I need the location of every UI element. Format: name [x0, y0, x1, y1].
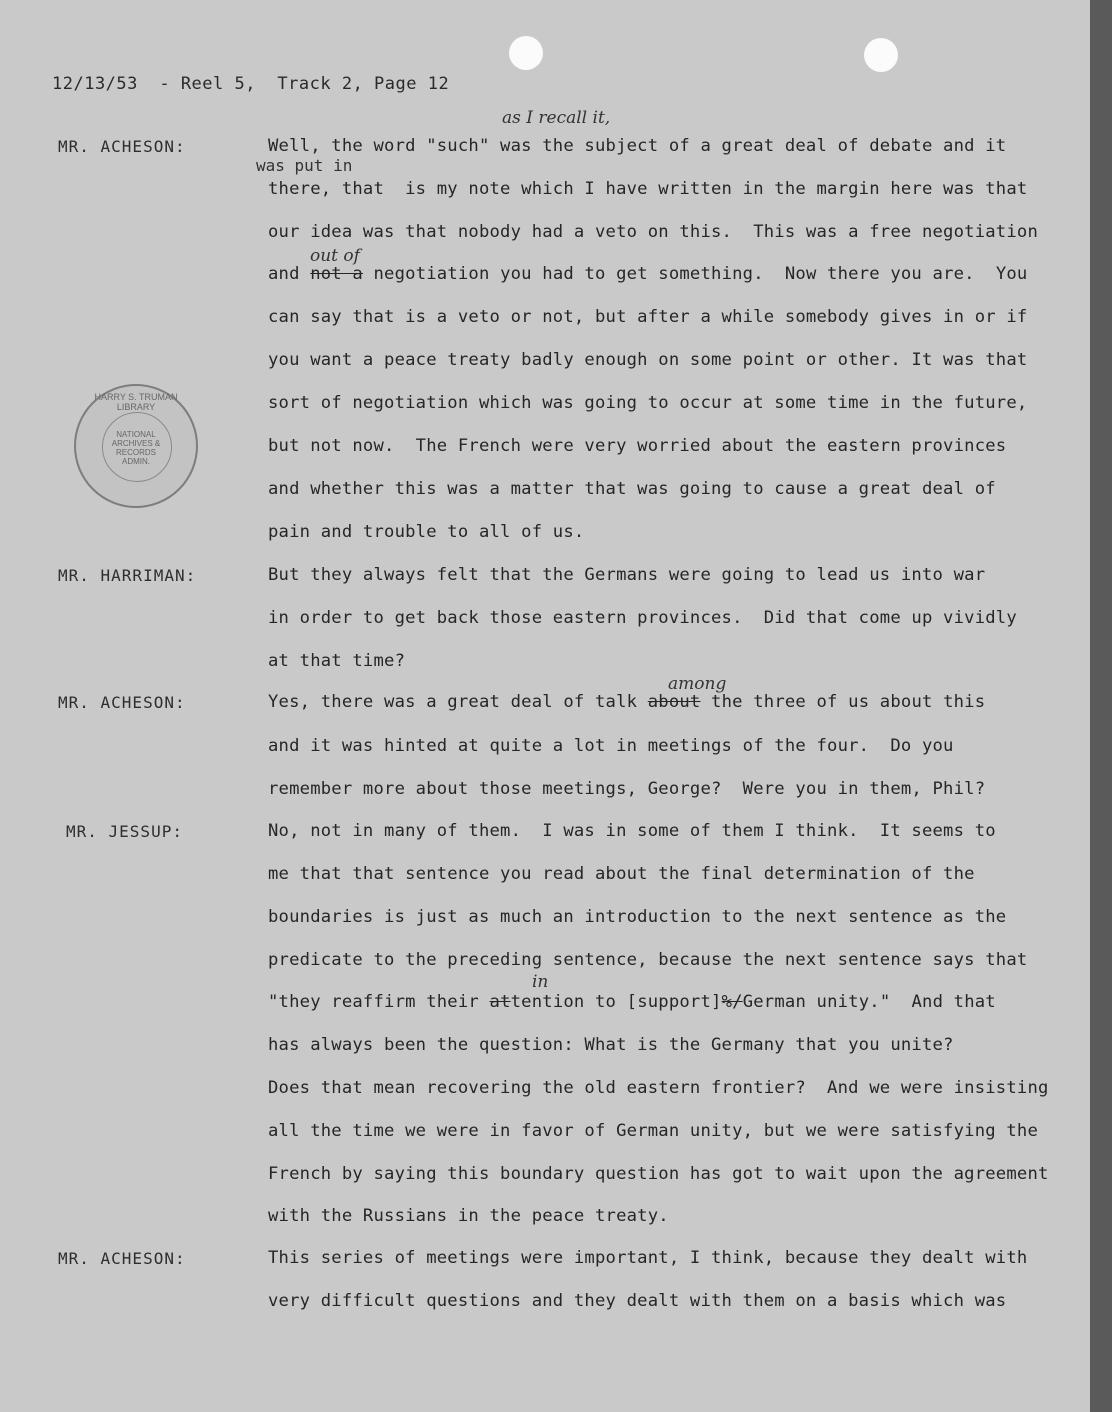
transcript-line [268, 692, 985, 712]
struck-text: at [489, 992, 511, 1012]
transcript-line: but not now. The French were very worried about the eastern provinces [268, 436, 1007, 456]
library-stamp [74, 384, 198, 508]
transcript-line: Does that mean recovering the old eastern frontier? And we were insisting [268, 1078, 1049, 1098]
text-fragment: and [268, 264, 311, 284]
stamp-ring-text: HARRY S. TRUMAN LIBRARY [94, 392, 178, 412]
speaker-label: MR. ACHESON: [58, 137, 186, 156]
struck-text: %/ [721, 992, 743, 1012]
transcript-line [268, 992, 996, 1012]
transcript-line: No, not in many of them. I was in some of them I think. It seems to [268, 821, 996, 841]
transcript-line: there, that is my note which I have written in the margin here was that [268, 179, 1028, 199]
speaker-label: MR. HARRIMAN: [58, 566, 197, 585]
handwritten-as-i-recall: as I recall it, [502, 108, 611, 128]
typed-insert-was-put-in: was put in [256, 156, 353, 175]
stamp-inner-text: NATIONAL ARCHIVES & RECORDS ADMIN. [111, 430, 161, 466]
punch-hole [864, 38, 898, 72]
text-fragment: "they reaffirm their [268, 992, 490, 1012]
transcript-line: But they always felt that the Germans were going to lead us into war [268, 565, 986, 585]
transcript-line: at that time? [268, 651, 406, 671]
transcript-line: me that that sentence you read about the final determination of the [268, 864, 975, 884]
transcript-line: and whether this was a matter that was going to cause a great deal of [268, 479, 996, 499]
handwritten-in: in [532, 972, 549, 992]
handwritten-out-of: out of [310, 246, 360, 266]
transcript-line: with the Russians in the peace treaty. [268, 1206, 669, 1226]
transcript-line: French by saying this boundary question has got to wait upon the agreement [268, 1164, 1049, 1184]
text-fragment: the three of us about this [700, 692, 986, 712]
transcript-line: in order to get back those eastern provinces. Did that come up vividly [268, 608, 1017, 628]
transcript-line: pain and trouble to all of us. [268, 522, 585, 542]
transcript-line: our idea was that nobody had a veto on this. This was a free negotiation [268, 222, 1038, 242]
transcript-line: sort of negotiation which was going to occur at some time in the future, [268, 393, 1028, 413]
text-fragment: tention to [support] [510, 992, 722, 1012]
transcript-line: has always been the question: What is the Germany that you unite? [268, 1035, 954, 1055]
transcript-line: Well, the word "such" was the subject of a great deal of debate and it [268, 136, 1007, 156]
text-fragment: German unity." And that [742, 992, 996, 1012]
scan-edge [1090, 0, 1112, 1412]
punch-hole [509, 36, 543, 70]
struck-text: about [647, 692, 701, 712]
speaker-label: MR. ACHESON: [58, 693, 186, 712]
transcript-line: This series of meetings were important, I think, because they dealt with [268, 1248, 1028, 1268]
transcript-line: all the time we were in favor of German unity, but we were satisfying the [268, 1121, 1038, 1141]
transcript-line: can say that is a veto or not, but after a while somebody gives in or if [268, 307, 1028, 327]
transcript-line: remember more about those meetings, George? Were you in them, Phil? [268, 779, 986, 799]
transcript-line: boundaries is just as much an introduction to the next sentence as the [268, 907, 1007, 927]
speaker-label: MR. ACHESON: [58, 1249, 186, 1268]
text-fragment: Yes, there was a great deal of talk [268, 692, 648, 712]
transcript-line: and it was hinted at quite a lot in meetings of the four. Do you [268, 736, 954, 756]
struck-text: not a [310, 264, 363, 284]
handwritten-among: among [668, 674, 727, 694]
page-header: 12/13/53 - Reel 5, Track 2, Page 12 [52, 74, 450, 94]
transcript-line: you want a peace treaty badly enough on some point or other. It was that [268, 350, 1028, 370]
transcript-line: very difficult questions and they dealt with them on a basis which was [268, 1291, 1007, 1311]
transcript-line: predicate to the preceding sentence, because the next sentence says that [268, 950, 1028, 970]
speaker-label: MR. JESSUP: [66, 822, 183, 841]
text-fragment: negotiation you had to get something. Now there you are. You [362, 264, 1028, 284]
transcript-line [268, 264, 1027, 284]
